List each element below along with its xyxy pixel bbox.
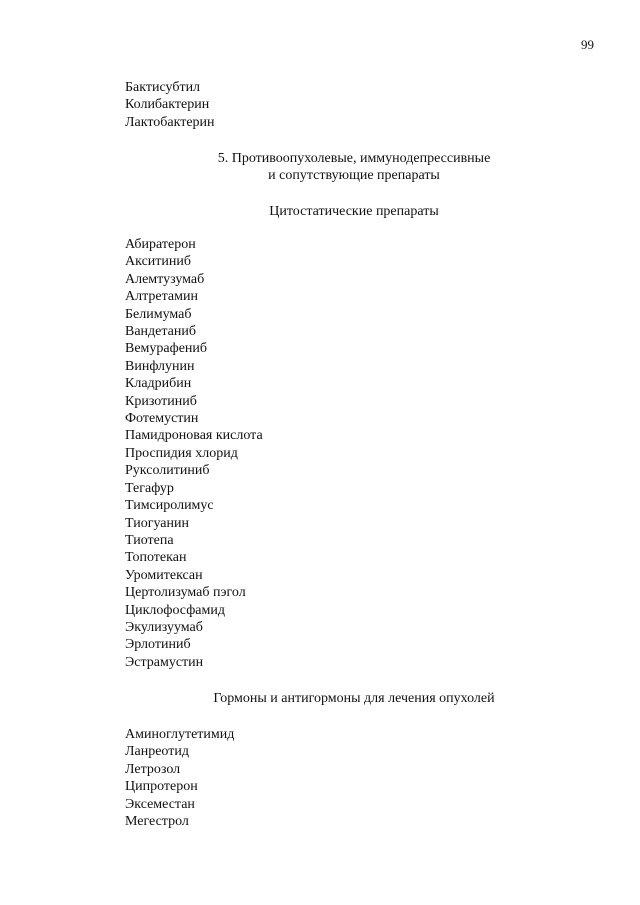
list-item: Руксолитиниб [125,463,210,479]
list-item: Экулизуумаб [125,619,203,635]
list-item: Циклофосфамид [125,602,225,618]
list-item: Лактобактерин [125,114,215,130]
list-item: Тиогуанин [125,515,189,531]
list-item: Тегафур [125,480,174,496]
list-item: Топотекан [125,550,187,566]
list-item: Памидроновая кислота [125,428,263,444]
page-number: 99 [581,37,594,52]
list-item: Фотемустин [125,411,199,427]
cytostatic-list [125,236,263,671]
section-heading-line-1: 5. Противоопухолевые, иммунодепрессивные [217,151,491,166]
cytostatic-heading-text: Цитостатические препараты [269,204,439,219]
list-item: Белимумаб [125,306,192,322]
list-item: Алемтузумаб [125,271,205,287]
list-item: Ципротерон [125,779,198,795]
list-item: Уромитексан [125,567,203,583]
hormones-list [125,726,234,830]
list-item: Кризотиниб [125,393,197,409]
list-item: Абиратерон [125,237,196,252]
list-item: Проспидия хлорид [125,445,238,461]
list-item: Вандетаниб [125,324,196,340]
section-heading-line-2: и сопутствующие препараты [268,168,440,184]
list-item: Эрлотиниб [125,637,191,653]
list-item: Ланреотид [125,744,189,760]
hormones-heading [0,690,640,707]
list-item: Винфлунин [125,358,195,374]
list-item: Летрозол [125,761,181,777]
hormones-heading-text: Гормоны и антигормоны для лечения опухолей [213,691,495,706]
list-item: Бактисубтил [125,80,201,95]
list-item: Вемурафениб [125,341,208,357]
section-heading [0,150,640,185]
list-item: Мегестрол [125,814,189,830]
list-item: Кладрибин [125,376,192,392]
list-item: Эстрамустин [125,654,204,670]
list-item: Тиотепа [125,532,174,548]
list-item: Алтретамин [125,289,198,305]
list-item: Аминоглутетимид [125,727,235,742]
cytostatic-heading [0,203,640,220]
list-item: Колибактерин [125,97,210,113]
list-item: Тимсиролимус [125,498,214,514]
list-item: Эксеместан [125,796,195,812]
probiotics-list [125,79,215,131]
list-item: Цертолизумаб пэгол [125,585,246,601]
list-item: Акситиниб [125,254,191,270]
